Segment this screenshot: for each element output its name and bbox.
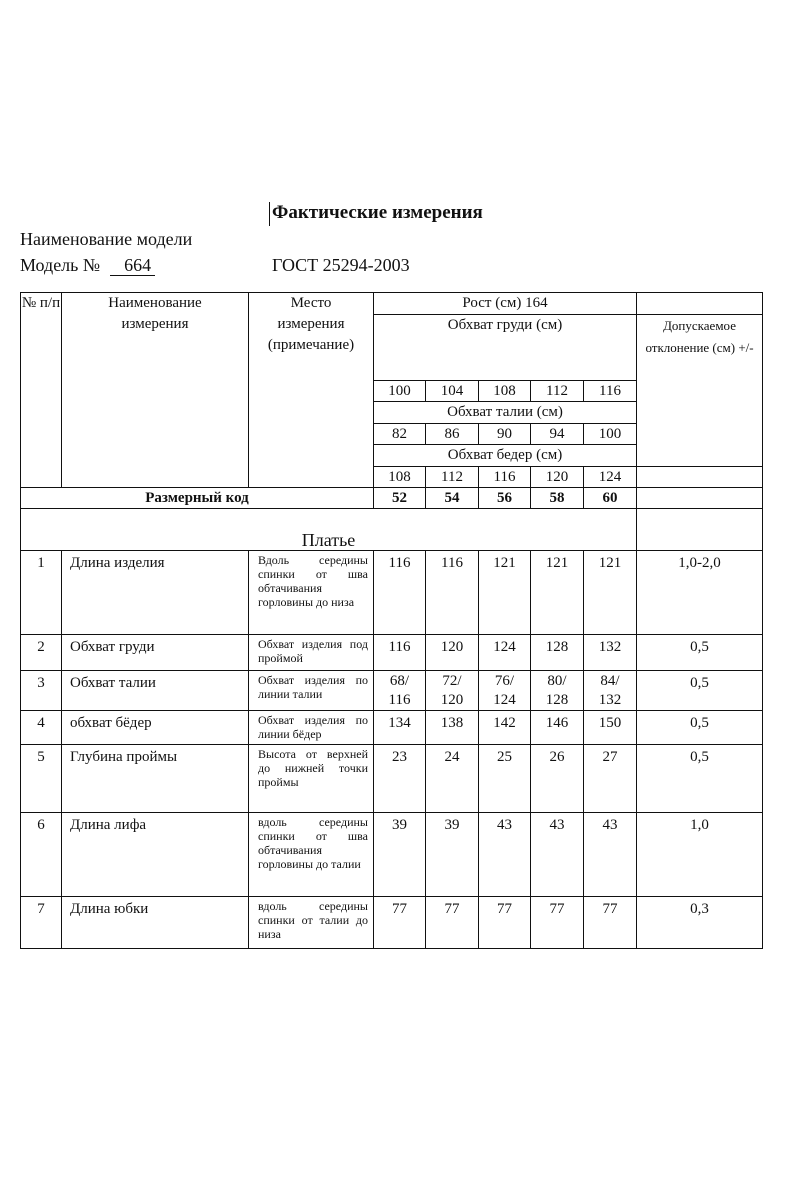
chest-size-cell: 108 (479, 381, 531, 402)
tolerance-value: 0,5 (637, 745, 763, 813)
measurement-value: 121 (479, 551, 531, 635)
measurement-value: 24 (426, 745, 479, 813)
measurement-value: 120 (426, 635, 479, 671)
tolerance-value: 0,5 (637, 635, 763, 671)
tolerance-blank (637, 488, 763, 509)
measurement-name: Длина юбки (62, 897, 249, 949)
header-chest: Обхват груди (см) (374, 315, 637, 381)
measurement-place: Обхват изделия под проймой (249, 635, 374, 671)
measurement-value: 132 (584, 635, 637, 671)
tolerance-value: 1,0-2,0 (637, 551, 763, 635)
section-blank (637, 509, 763, 551)
measurement-value: 77 (426, 897, 479, 949)
measurement-place: Высота от верхней до нижней точки проймы (249, 745, 374, 813)
row-number: 7 (21, 897, 62, 949)
measurement-value: 77 (584, 897, 637, 949)
header-blank (637, 293, 763, 315)
tolerance-value: 0,3 (637, 897, 763, 949)
measurement-value: 150 (584, 711, 637, 745)
text-cursor (269, 202, 270, 226)
measurement-value: 84/ 132 (584, 671, 637, 711)
measurement-place: Обхват изделия по линии бёдер (249, 711, 374, 745)
row-number: 5 (21, 745, 62, 813)
header-height: Рост (см) 164 (374, 293, 637, 315)
gost-standard: ГОСТ 25294-2003 (272, 255, 410, 275)
row-number: 4 (21, 711, 62, 745)
size-code-cell: 58 (531, 488, 584, 509)
model-number-label: Модель № (20, 255, 101, 275)
measurement-value: 116 (374, 635, 426, 671)
table-row (21, 635, 763, 671)
waist-size-cell: 90 (479, 424, 531, 445)
chest-size-cell: 100 (374, 381, 426, 402)
measurement-name: Длина лифа (62, 813, 249, 897)
measurement-value: 27 (584, 745, 637, 813)
measurement-value: 77 (374, 897, 426, 949)
measurement-place: Вдоль середины спинки от шва обтачивания горловины до низа (249, 551, 374, 635)
measurement-value: 134 (374, 711, 426, 745)
measurement-value: 142 (479, 711, 531, 745)
measurement-value: 116 (426, 551, 479, 635)
row-number: 3 (21, 671, 62, 711)
tolerance-value: 0,5 (637, 711, 763, 745)
measurement-value: 43 (584, 813, 637, 897)
measurement-place: вдоль середины спинки от шва обтачивания горловины до талии (249, 813, 374, 897)
measurement-value: 26 (531, 745, 584, 813)
header-hips: Обхват бедер (см) (374, 445, 637, 467)
measurement-value: 76/ 124 (479, 671, 531, 711)
header-number: № п/п (21, 293, 62, 488)
waist-size-cell: 94 (531, 424, 584, 445)
table-row (21, 813, 763, 897)
hips-size-cell: 116 (479, 467, 531, 488)
measurement-value: 23 (374, 745, 426, 813)
measurement-value: 77 (531, 897, 584, 949)
table-row (21, 711, 763, 745)
header-waist: Обхват талии (см) (374, 402, 637, 424)
measurement-value: 39 (374, 813, 426, 897)
row-number: 6 (21, 813, 62, 897)
hips-size-cell: 124 (584, 467, 637, 488)
measurement-value: 116 (374, 551, 426, 635)
size-code-cell: 60 (584, 488, 637, 509)
measurement-name: Глубина проймы (62, 745, 249, 813)
hips-size-cell: 112 (426, 467, 479, 488)
table-row (21, 897, 763, 949)
size-code-cell: 52 (374, 488, 426, 509)
measurement-value: 124 (479, 635, 531, 671)
table-row (21, 745, 763, 813)
chest-size-cell: 116 (584, 381, 637, 402)
measurement-value: 121 (531, 551, 584, 635)
measurement-value: 43 (479, 813, 531, 897)
hips-size-cell: 108 (374, 467, 426, 488)
measurement-name: Длина изделия (62, 551, 249, 635)
row-number: 2 (21, 635, 62, 671)
model-number-line (20, 255, 155, 276)
measurement-value: 146 (531, 711, 584, 745)
model-number: 664 (110, 256, 155, 276)
table-row (21, 671, 763, 711)
measurement-value: 43 (531, 813, 584, 897)
waist-size-cell: 86 (426, 424, 479, 445)
measurement-value: 77 (479, 897, 531, 949)
table-row (21, 551, 763, 635)
measurement-value: 72/ 120 (426, 671, 479, 711)
measurement-name: обхват бёдер (62, 711, 249, 745)
row-number: 1 (21, 551, 62, 635)
header-tolerance: Допускаемое отклонение (см) +/- (637, 315, 763, 467)
chest-size-cell: 112 (531, 381, 584, 402)
tolerance-blank (637, 467, 763, 488)
measurement-place: Обхват изделия по линии талии (249, 671, 374, 711)
tolerance-value: 1,0 (637, 813, 763, 897)
measurement-name: Обхват талии (62, 671, 249, 711)
tolerance-value: 0,5 (637, 671, 763, 711)
measurement-value: 39 (426, 813, 479, 897)
model-name-label: Наименование модели (20, 229, 193, 249)
measurement-value: 68/ 116 (374, 671, 426, 711)
measurement-value: 121 (584, 551, 637, 635)
hips-size-cell: 120 (531, 467, 584, 488)
size-code-cell: 54 (426, 488, 479, 509)
measurement-value: 80/ 128 (531, 671, 584, 711)
measurement-name: Обхват груди (62, 635, 249, 671)
chest-size-cell: 104 (426, 381, 479, 402)
measurements-table (20, 292, 763, 949)
size-code-label: Размерный код (21, 488, 374, 509)
waist-size-cell: 100 (584, 424, 637, 445)
header-measurement-name: Наименование измерения (62, 293, 249, 488)
section-title: Платье (21, 509, 637, 551)
waist-size-cell: 82 (374, 424, 426, 445)
measurement-value: 138 (426, 711, 479, 745)
page-title: Фактические измерения (272, 202, 483, 223)
measurement-value: 128 (531, 635, 584, 671)
size-code-cell: 56 (479, 488, 531, 509)
measurement-place: вдоль середины спинки от талии до низа (249, 897, 374, 949)
header-measurement-place: Место измерения (примечание) (249, 293, 374, 488)
measurement-value: 25 (479, 745, 531, 813)
